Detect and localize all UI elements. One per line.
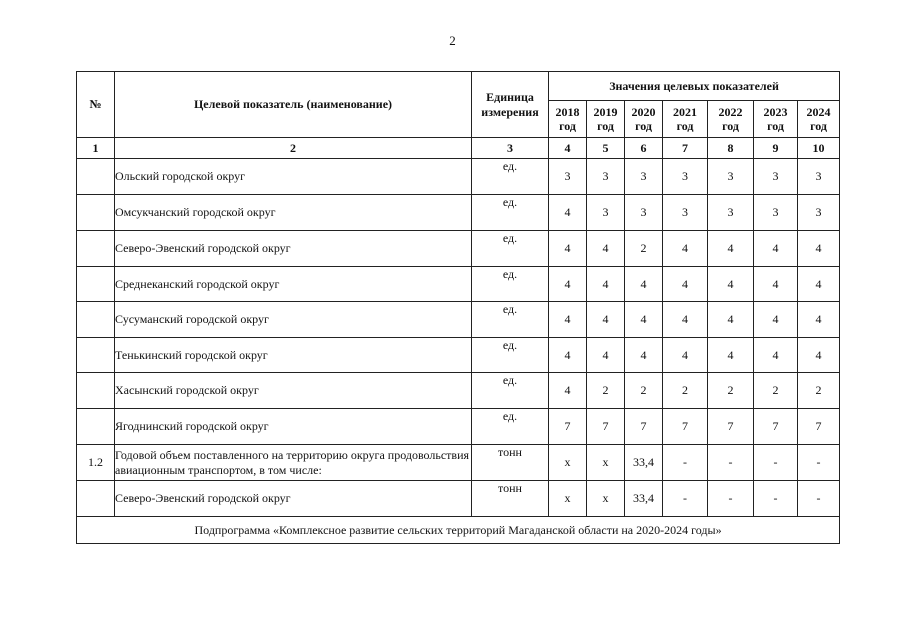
indicator-name: Среднеканский городской округ [115, 267, 472, 302]
column-numbers-row [77, 138, 840, 159]
column-number: 9 [754, 138, 798, 159]
table-row [77, 159, 840, 195]
value-cell: 2 [708, 373, 754, 409]
table-row [77, 445, 840, 481]
value-cell: 4 [798, 338, 840, 373]
value-cell: 4 [587, 231, 625, 267]
value-cell: 33,4 [625, 445, 663, 481]
value-cell: 4 [798, 267, 840, 302]
unit-cell: ед. [472, 195, 549, 231]
value-cell: 3 [587, 195, 625, 231]
value-cell: 7 [549, 409, 587, 445]
value-cell: 3 [798, 159, 840, 195]
value-cell: 33,4 [625, 481, 663, 517]
column-number: 10 [798, 138, 840, 159]
value-cell: 4 [798, 231, 840, 267]
value-cell: 2 [663, 373, 708, 409]
value-cell: - [798, 445, 840, 481]
unit-cell: тонн [472, 481, 549, 517]
year-suffix: год [722, 119, 739, 133]
value-cell: 7 [625, 409, 663, 445]
indicator-name: Тенькинский городской округ [115, 338, 472, 373]
value-cell: 2 [625, 373, 663, 409]
value-cell: 4 [625, 267, 663, 302]
value-cell: - [663, 445, 708, 481]
value-cell: 4 [663, 231, 708, 267]
header-num: № [77, 72, 115, 138]
year-label: 2022 [718, 105, 743, 119]
row-number: 1.2 [77, 445, 115, 481]
column-number: 2 [115, 138, 472, 159]
value-cell: 4 [549, 231, 587, 267]
row-number [77, 373, 115, 409]
unit-cell: тонн [472, 445, 549, 481]
header-year-2 [625, 101, 663, 138]
value-cell: 3 [663, 195, 708, 231]
value-cell: 7 [663, 409, 708, 445]
value-cell: 3 [708, 159, 754, 195]
row-number [77, 267, 115, 302]
page-number: 2 [449, 33, 456, 48]
value-cell: 4 [549, 195, 587, 231]
value-cell: 2 [625, 231, 663, 267]
value-cell: 4 [754, 302, 798, 338]
value-cell: 3 [587, 159, 625, 195]
table-row [77, 195, 840, 231]
value-cell: 3 [798, 195, 840, 231]
unit-cell: ед. [472, 409, 549, 445]
indicator-name: Северо-Эвенский городской округ [115, 481, 472, 517]
value-cell: 2 [798, 373, 840, 409]
value-cell: 4 [754, 267, 798, 302]
value-cell: 4 [549, 373, 587, 409]
indicator-name: Годовой объем поставленного на территорию округа продовольствия авиационным транспортом, в том числе: [115, 445, 472, 481]
value-cell: х [587, 445, 625, 481]
year-suffix: год [635, 119, 652, 133]
year-suffix: год [559, 119, 576, 133]
year-label: 2018 [555, 105, 580, 119]
value-cell: 3 [754, 159, 798, 195]
column-number: 1 [77, 138, 115, 159]
value-cell: 4 [549, 267, 587, 302]
header-unit: Единица измерения [472, 72, 549, 138]
row-number [77, 195, 115, 231]
indicator-name: Сусуманский городской округ [115, 302, 472, 338]
header-indicator: Целевой показатель (наименование) [115, 72, 472, 138]
value-cell: 4 [587, 302, 625, 338]
value-cell: 4 [663, 338, 708, 373]
value-cell: 4 [708, 338, 754, 373]
indicator-name: Ягоднинский городской округ [115, 409, 472, 445]
value-cell: - [663, 481, 708, 517]
unit-cell: ед. [472, 338, 549, 373]
value-cell: 4 [587, 267, 625, 302]
year-label: 2024 [806, 105, 831, 119]
year-suffix: год [676, 119, 694, 133]
value-cell: 4 [663, 267, 708, 302]
header-year-3 [663, 101, 708, 138]
indicator-name: Ольский городской округ [115, 159, 472, 195]
year-suffix: год [810, 119, 827, 133]
table-row [77, 373, 840, 409]
indicator-name: Хасынский городской округ [115, 373, 472, 409]
value-cell: 7 [587, 409, 625, 445]
header-year-5 [754, 101, 798, 138]
value-cell: 4 [708, 267, 754, 302]
value-cell: 3 [549, 159, 587, 195]
year-label: 2023 [763, 105, 788, 119]
subprogram-footer: Подпрограмма «Комплексное развитие сельских территорий Магаданской области на 2020-2024 годы» [77, 517, 840, 544]
value-cell: х [587, 481, 625, 517]
header-year-0 [549, 101, 587, 138]
row-number [77, 409, 115, 445]
value-cell: 4 [587, 338, 625, 373]
unit-cell: ед. [472, 373, 549, 409]
indicators-table [76, 71, 840, 544]
table-row [77, 302, 840, 338]
row-number [77, 231, 115, 267]
row-number [77, 481, 115, 517]
table-row [77, 409, 840, 445]
value-cell: 3 [754, 195, 798, 231]
value-cell: - [754, 481, 798, 517]
value-cell: 2 [587, 373, 625, 409]
header-year-1 [587, 101, 625, 138]
row-number [77, 338, 115, 373]
unit-cell: ед. [472, 231, 549, 267]
column-number: 6 [625, 138, 663, 159]
value-cell: 4 [798, 302, 840, 338]
year-label: 2021 [673, 105, 697, 119]
value-cell: 7 [754, 409, 798, 445]
value-cell: 7 [798, 409, 840, 445]
table-row [77, 231, 840, 267]
value-cell: 4 [754, 338, 798, 373]
row-number [77, 159, 115, 195]
table-body [77, 159, 840, 517]
unit-cell: ед. [472, 159, 549, 195]
value-cell: - [708, 481, 754, 517]
column-number: 3 [472, 138, 549, 159]
value-cell: 3 [625, 195, 663, 231]
value-cell: 3 [708, 195, 754, 231]
year-label: 2019 [593, 105, 618, 119]
value-cell: 3 [663, 159, 708, 195]
value-cell: 4 [663, 302, 708, 338]
value-cell: - [798, 481, 840, 517]
value-cell: 4 [625, 338, 663, 373]
value-cell: х [549, 445, 587, 481]
table-row [77, 267, 840, 302]
table-row [77, 481, 840, 517]
value-cell: 7 [708, 409, 754, 445]
value-cell: 4 [754, 231, 798, 267]
unit-cell: ед. [472, 302, 549, 338]
column-number: 4 [549, 138, 587, 159]
column-number: 7 [663, 138, 708, 159]
value-cell: - [754, 445, 798, 481]
value-cell: 4 [708, 231, 754, 267]
value-cell: х [549, 481, 587, 517]
value-cell: 2 [754, 373, 798, 409]
year-suffix: год [597, 119, 614, 133]
value-cell: 4 [625, 302, 663, 338]
year-suffix: год [767, 119, 784, 133]
value-cell: 4 [549, 338, 587, 373]
value-cell: - [708, 445, 754, 481]
header-values-group: Значения целевых показателей [549, 72, 840, 101]
value-cell: 4 [549, 302, 587, 338]
column-number: 5 [587, 138, 625, 159]
year-label: 2020 [631, 105, 656, 119]
indicator-name: Северо-Эвенский городской округ [115, 231, 472, 267]
header-year-4 [708, 101, 754, 138]
row-number [77, 302, 115, 338]
value-cell: 3 [625, 159, 663, 195]
header-year-6 [798, 101, 840, 138]
column-number: 8 [708, 138, 754, 159]
unit-cell: ед. [472, 267, 549, 302]
value-cell: 4 [708, 302, 754, 338]
indicator-name: Омсукчанский городской округ [115, 195, 472, 231]
table-row [77, 338, 840, 373]
